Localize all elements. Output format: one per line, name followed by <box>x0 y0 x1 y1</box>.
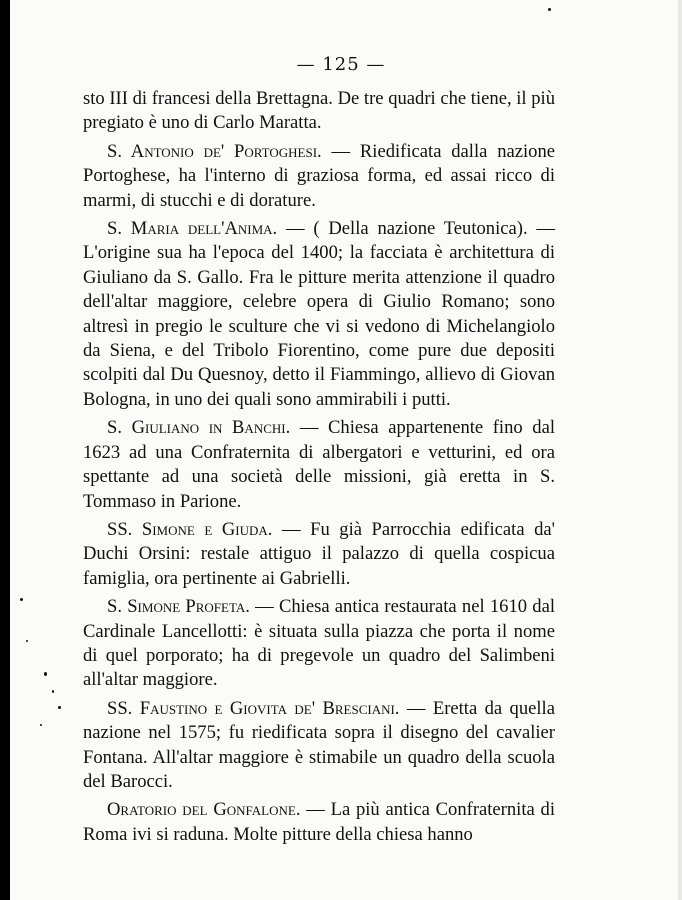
paragraph <box>83 140 555 213</box>
paragraph <box>83 518 555 591</box>
paragraph-body: — Chiesa antica restaurata nel 1610 dal Cardinale Lancellotti: è situata sulla piazza che porta il nome di quel porporato; ha di pregevole un quadro del Salimbeni all'altar maggiore. <box>83 596 555 691</box>
entry-heading: SS. Simone e Giuda. <box>107 518 273 540</box>
scan-speck <box>20 598 23 601</box>
scan-speck <box>40 724 42 726</box>
entry-heading: S. Simone Profeta. <box>107 596 250 618</box>
paragraph <box>83 798 555 847</box>
scan-speck <box>52 690 54 693</box>
paragraph-body: — La più antica Confraternita di Roma ivi si raduna. Molte pitture della chiesa hanno <box>83 799 555 845</box>
paragraph-body: — ( Della nazione Teutonica). — L'origine sua ha l'epoca del 1400; la facciata è architettura di Giuliano da S. Gallo. Fra le pitture merita attenzione il quadro dell'altar maggiore, celebre opera di Giulio Romano; sono altresì in pregio le sculture che vi si vedono di Michelangiolo da Siena, e del Tribolo Fiorentino, come pure due depositi scolpiti dal Du Quesnoy, detto il Fiammingo, allievo di Giovan Bologna, in uno dei quali sono ammirabili i putti. <box>83 218 555 410</box>
paragraph <box>83 595 555 693</box>
entry-heading: S. Giuliano in Banchi. <box>107 417 291 439</box>
paragraph <box>83 217 555 412</box>
body-text <box>83 87 555 851</box>
entry-heading: S. Antonio de' Portoghesi. <box>107 140 322 162</box>
paragraph-body: — Eretta da quella nazione nel 1575; fu riedificata sopra il disegno del cavalier Fontana. All'altar maggiore è stimabile un quadro della scuola del Barocci. <box>83 697 555 792</box>
scan-right-edge <box>678 0 682 900</box>
scan-speck <box>548 8 551 11</box>
paragraph-body: — Riedificata dalla nazione Portoghese, ha l'interno di graziosa forma, ed assai ricco di marmi, di stucchi e di dorature. <box>83 140 556 211</box>
scan-binding-edge <box>0 0 10 900</box>
page-number: — 125 — <box>296 54 386 75</box>
paragraph-body: — Chiesa appartenente fino dal 1623 ad una Confraternita di albergatori e vetturini, ed ora spettante ad una società delle missioni, già eretta in S. Tommaso in Parione. <box>83 417 555 512</box>
entry-heading: Oratorio del Gonfalone. <box>107 799 301 821</box>
entry-heading: S. Maria dell'Anima. <box>107 218 278 240</box>
paragraph <box>83 87 555 136</box>
scan-speck <box>58 706 61 709</box>
paragraph <box>83 416 555 514</box>
scan-speck <box>44 672 47 676</box>
paragraph-body: — Fu già Parrocchia edificata da' Duchi Orsini: restale attiguo il palazzo di quella cospicua famiglia, ora pertinente ai Gabrielli. <box>83 518 556 589</box>
paragraph-body: sto III di francesi della Brettagna. De tre quadri che tiene, il più pregiato è uno di Carlo Maratta. <box>83 88 555 134</box>
paragraph <box>83 697 555 795</box>
entry-heading: SS. Faustino e Giovita de' Bresciani. <box>107 697 400 719</box>
scan-speck <box>26 640 28 642</box>
